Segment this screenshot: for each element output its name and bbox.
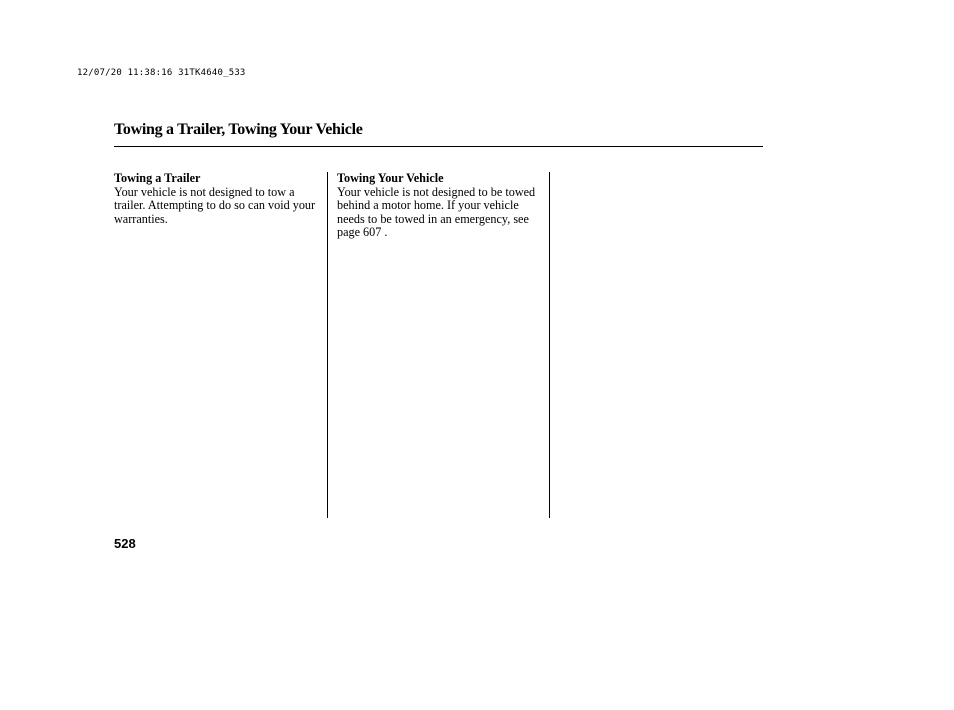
column-divider: [549, 172, 550, 518]
print-timestamp: 12/07/20 11:38:16 31TK4640_533: [77, 68, 246, 78]
section-heading: Towing a Trailer: [114, 171, 201, 185]
section-towing-trailer: [114, 172, 320, 226]
section-heading: Towing Your Vehicle: [337, 171, 444, 185]
page-number: 528: [114, 536, 136, 551]
column-divider: [327, 172, 328, 518]
section-body: Your vehicle is not designed to be towed behind a motor home. If your vehicle needs to be towed in an emergency, see page 607 .: [337, 184, 536, 239]
section-body: Your vehicle is not designed to tow a trailer. Attempting to do so can void your warranties.: [114, 184, 316, 226]
title-divider: [114, 146, 763, 147]
page-title: Towing a Trailer, Towing Your Vehicle: [114, 121, 363, 138]
section-towing-vehicle: [337, 172, 543, 240]
